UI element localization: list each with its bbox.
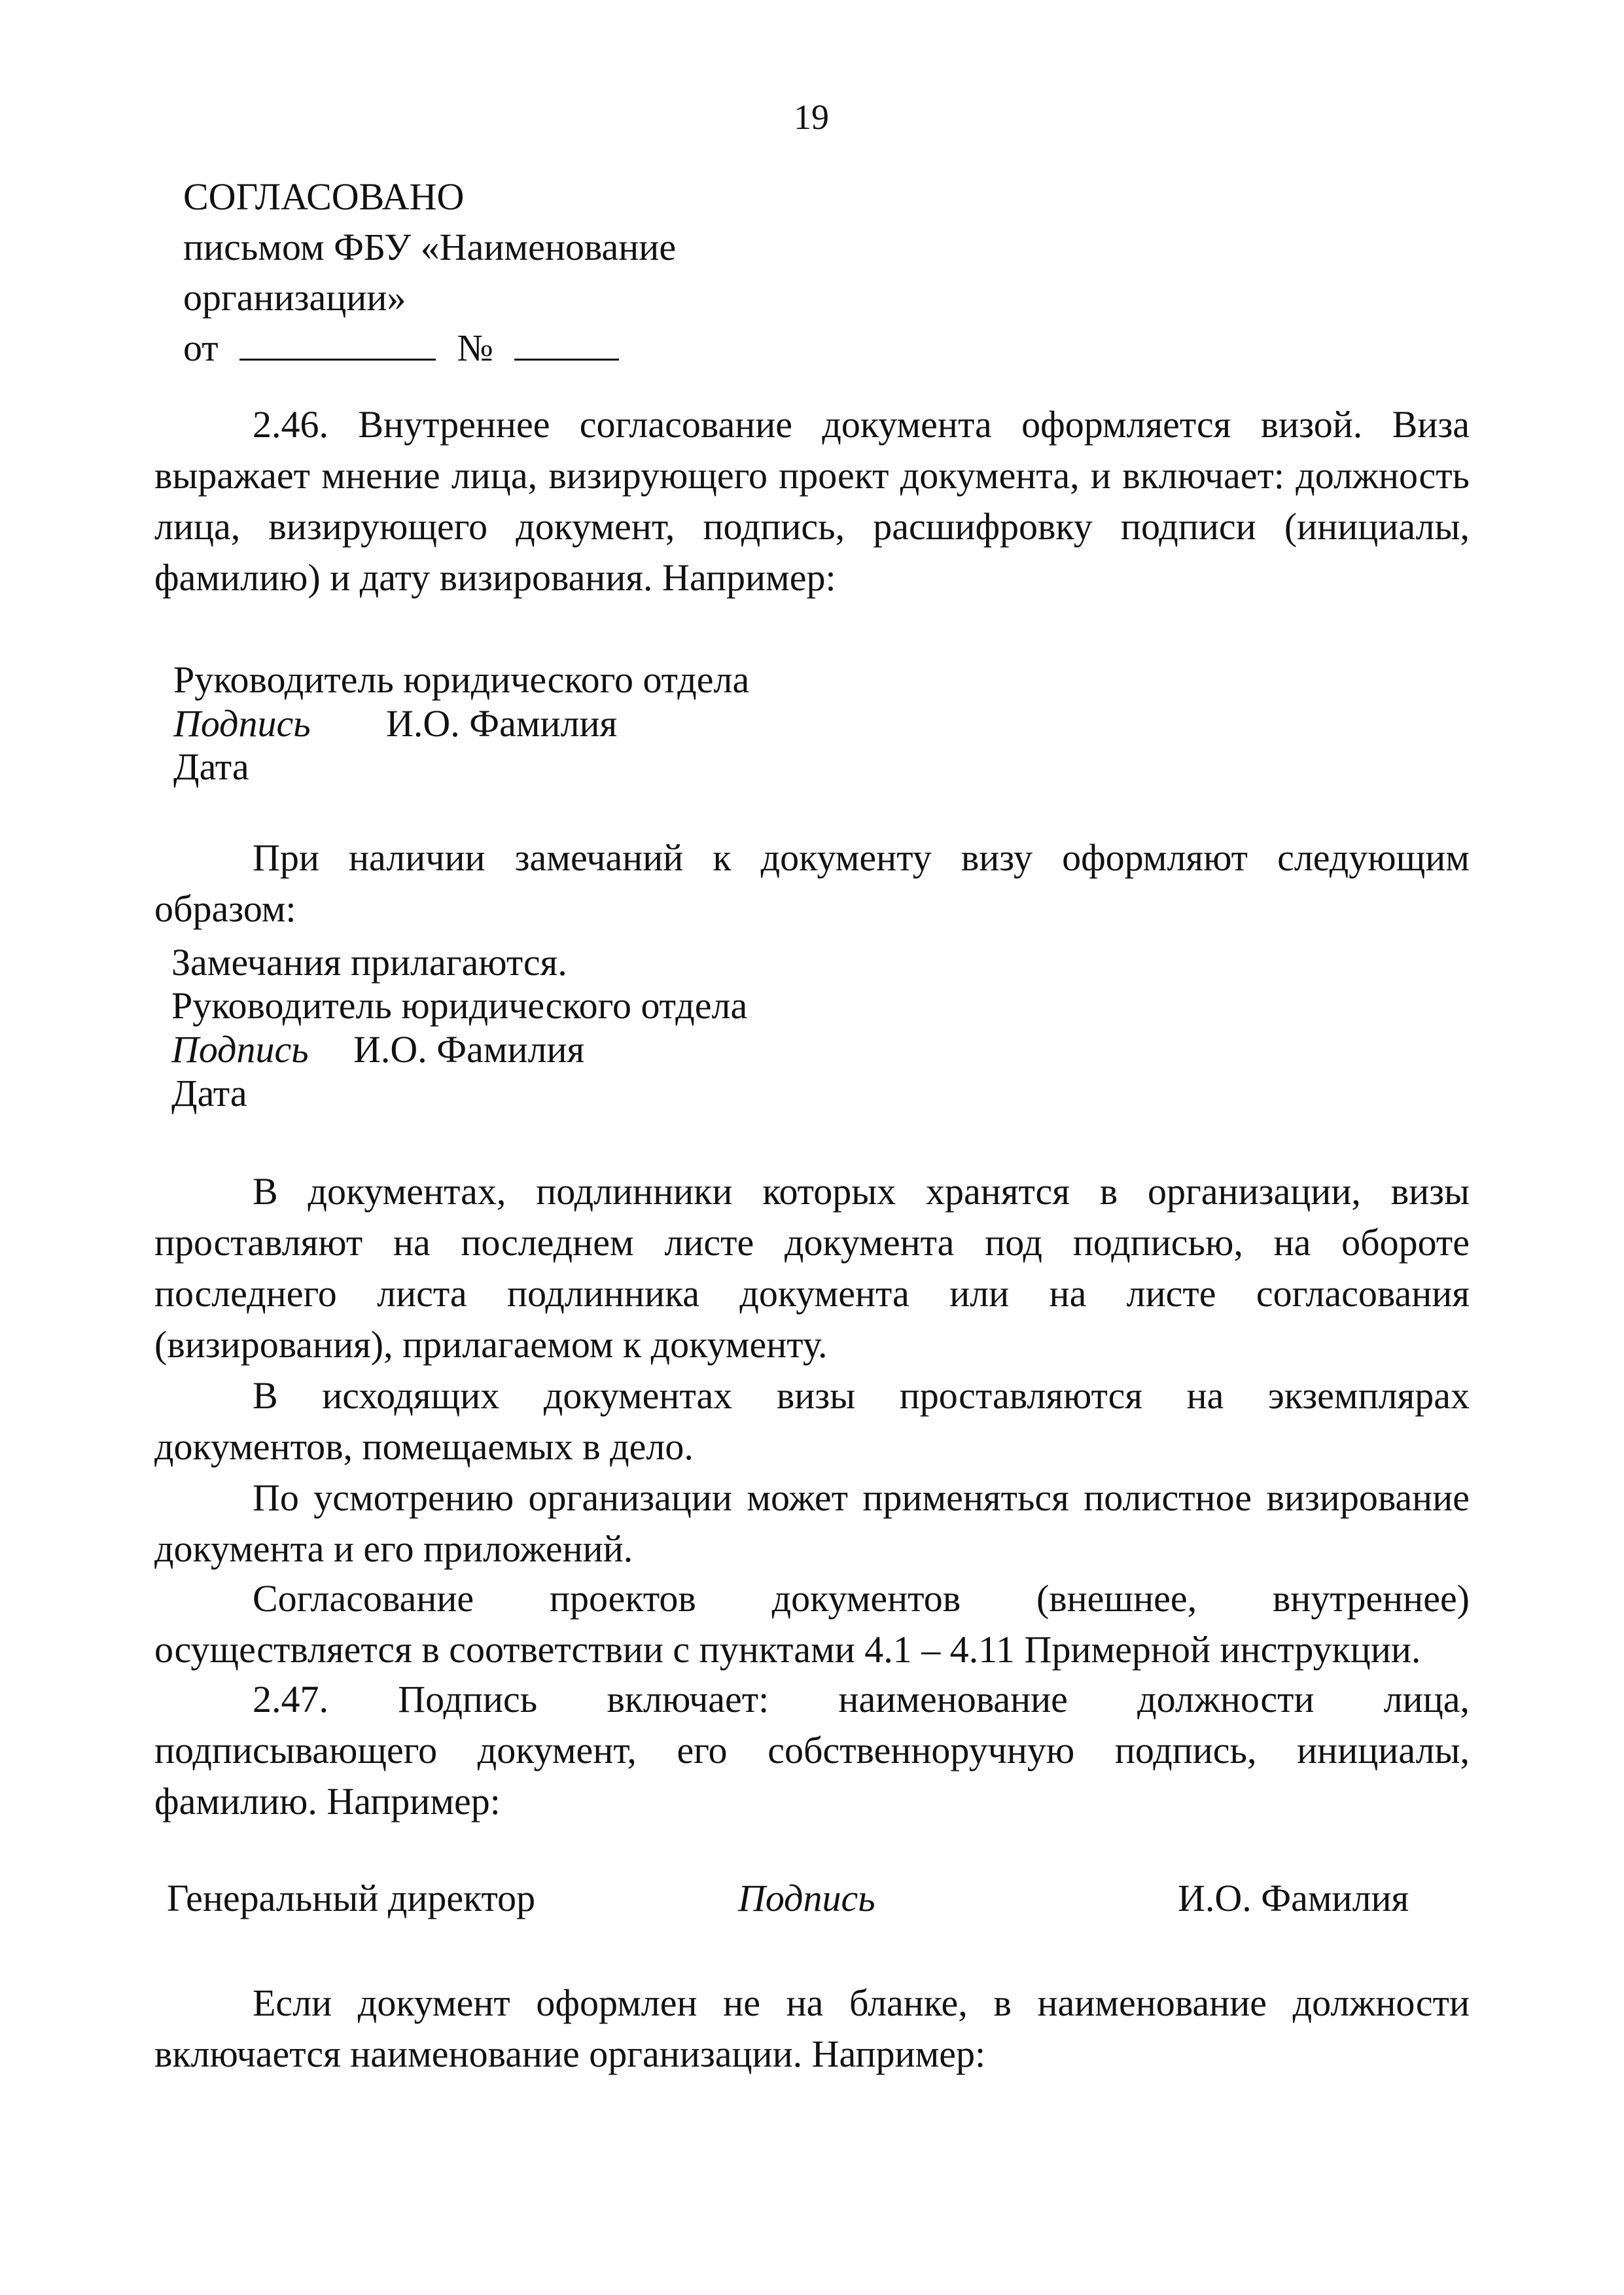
paragraph-2-47 (154, 1674, 1470, 1827)
remarks-paragraph (154, 832, 1470, 934)
visa-date: Дата (173, 745, 249, 788)
visa-position: Руководитель юридического отдела (173, 658, 750, 701)
text-line: образом: (154, 887, 296, 930)
text-line: фамилию. Например: (154, 1780, 501, 1823)
text-line: документа и его приложений. (154, 1527, 633, 1570)
page-number: 19 (794, 98, 829, 137)
approval-paragraph (154, 1573, 1470, 1675)
text-line: подписывающего документ, его собственноручную подпись, инициалы, (154, 1729, 1470, 1771)
approval-line-1: письмом ФБУ «Наименование (183, 226, 677, 268)
number-blank (514, 326, 619, 361)
outgoing-paragraph (154, 1370, 1470, 1472)
visa-name: И.О. Фамилия (353, 1028, 585, 1071)
signature-position: Генеральный директор (167, 1877, 536, 1919)
text-line: осуществляется в соответствии с пунктами 4.1 – 4.11 Примерной инструкции. (154, 1628, 1421, 1671)
text-line: В исходящих документах визы проставляются на экземплярах (253, 1374, 1470, 1417)
approval-line-2: организации» (183, 276, 406, 319)
number-label: № (457, 327, 493, 369)
approval-date-number-line (183, 323, 676, 373)
text-line: В документах, подлинники которых хранятся в организации, визы (253, 1170, 1470, 1213)
text-line: выражает мнение лица, визирующего проект документа, и включает: должность (154, 454, 1470, 497)
non-letterhead-paragraph (154, 1978, 1470, 2080)
visa-signature: Подпись (173, 702, 311, 745)
approval-title: СОГЛАСОВАНО (183, 175, 465, 218)
text-line: лица, визирующего документ, подпись, расшифровку подписи (инициалы, (154, 505, 1470, 548)
text-line: фамилию) и дату визирования. Например: (154, 556, 836, 599)
text-line: документов, помещаемых в дело. (154, 1425, 694, 1468)
visa-position: Руководитель юридического отдела (171, 984, 748, 1027)
text-line: Если документ оформлен не на бланке, в наименование должности (253, 1982, 1470, 2024)
paragraph-2-46 (154, 399, 1470, 603)
text-line: (визирования), прилагаемом к документу. (154, 1323, 828, 1366)
visa-signature: Подпись (171, 1028, 309, 1071)
signature-name: И.О. Фамилия (1178, 1877, 1409, 1919)
text-line: проставляют на последнем листе документа под подписью, на обороте (154, 1221, 1470, 1264)
visa-name: И.О. Фамилия (386, 702, 618, 745)
visa-date: Дата (171, 1072, 247, 1114)
text-line: Согласование проектов документов (внешнее, внутреннее) (253, 1577, 1470, 1620)
from-label: от (183, 327, 219, 369)
approval-stamp (183, 171, 676, 373)
text-line: По усмотрению организации может применяться полистное визирование (253, 1476, 1470, 1519)
text-line: последнего листа подлинника документа или на листе согласования (154, 1272, 1470, 1315)
text-line: При наличии замечаний к документу визу оформляют следующим (253, 836, 1470, 879)
text-line: 2.46. Внутреннее согласование документа оформляется визой. Виза (253, 403, 1470, 446)
originals-paragraph (154, 1166, 1470, 1370)
signature-placeholder: Подпись (738, 1877, 875, 1919)
text-line: включается наименование организации. Например: (154, 2033, 986, 2075)
text-line: 2.47. Подпись включает: наименование должности лица, (253, 1678, 1470, 1720)
date-blank (239, 326, 436, 361)
sheet-visa-paragraph (154, 1472, 1470, 1574)
visa-remarks: Замечания прилагаются. (171, 941, 567, 984)
